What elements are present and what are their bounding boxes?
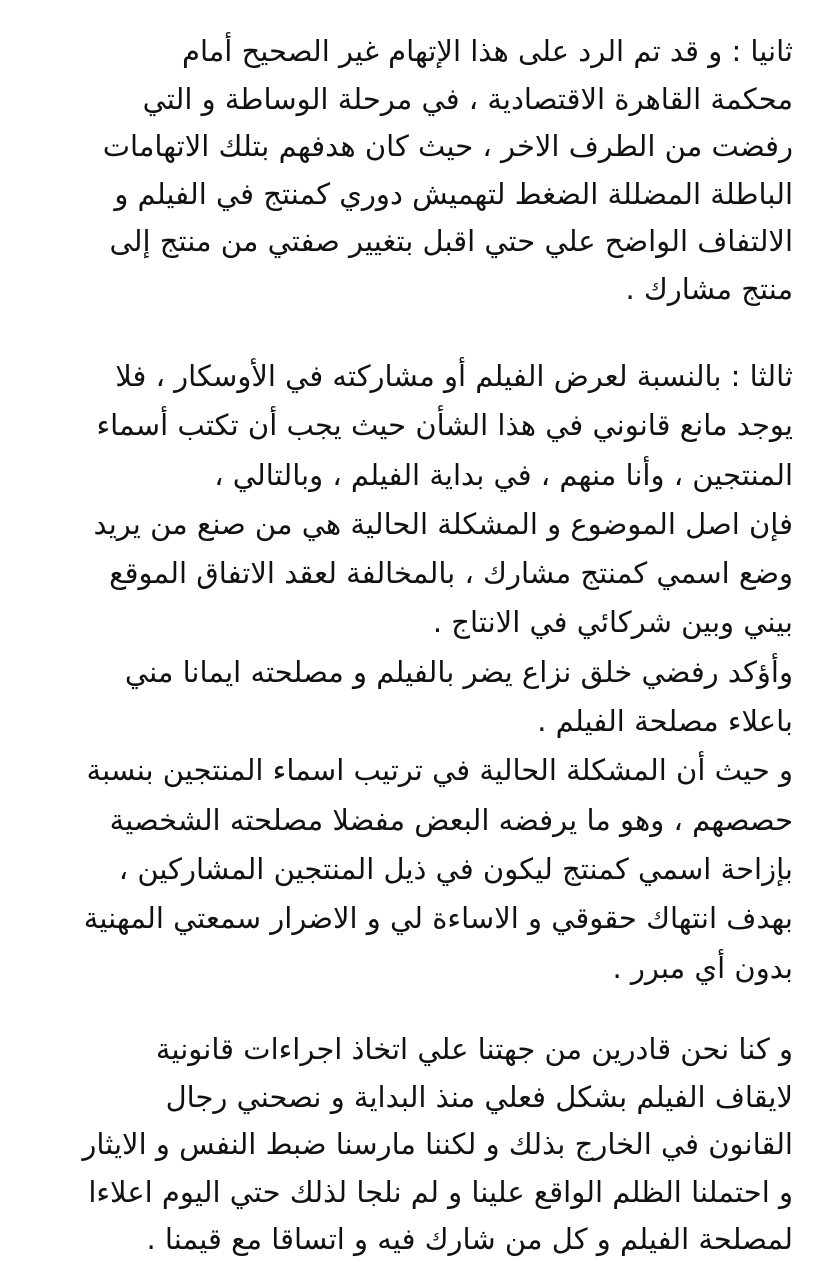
text-line: حصصهم ، وهو ما يرفضه البعض مفضلا مصلحته الشخصية <box>109 802 793 837</box>
text-line: محكمة القاهرة الاقتصادية ، في مرحلة الوساطة و التي <box>142 81 793 116</box>
text-line: بهدف انتهاك حقوقي و الاساءة لي و الاضرار سمعتي المهنية <box>83 901 793 936</box>
text-line: و حيث أن المشكلة الحالية في ترتيب اسماء المنتجين بنسبة <box>86 753 793 788</box>
text-line: ثانيا : و قد تم الرد على هذا الإتهام غير الصحيح أمام <box>181 34 793 68</box>
text-line: القانون في الخارج بذلك و لكننا مارسنا ضبط النفس و الايثار <box>82 1127 793 1161</box>
text-line: الباطلة المضللة الضغط لتهميش دوري كمنتج في الفيلم و <box>114 176 793 211</box>
text-line: المنتجين ، وأنا منهم ، في بداية الفيلم ، وبالتالي ، <box>214 457 793 492</box>
text-line: و كنا نحن قادرين من جهتنا علي اتخاذ اجراءات قانونية <box>155 1032 793 1066</box>
text-line: و احتملنا الظلم الواقع علينا و لم نلجا لذلك حتي اليوم اعلاءا <box>88 1174 793 1209</box>
text-line: بيني وبين شركائي في الانتاج . <box>432 605 793 640</box>
text-line: منتج مشارك . <box>625 271 793 306</box>
paragraph-thirdly <box>20 352 793 993</box>
text-line: لايقاف الفيلم بشكل فعلي منذ البداية و نصحني رجال <box>165 1079 793 1114</box>
text-line: بإزاحة اسمي كمنتج ليكون في ذيل المنتجين المشاركين ، <box>118 851 793 886</box>
paragraph-secondly <box>20 28 793 313</box>
text-line: يوجد مانع قانوني في هذا الشأن حيث يجب أن تكتب أسماء <box>96 408 793 443</box>
text-line: وضع اسمي كمنتج مشارك ، بالمخالفة لعقد الاتفاق الموقع <box>109 556 793 591</box>
text-line: بدون أي مبرر . <box>612 950 793 985</box>
text-line: الالتفاف الواضح علي حتي اقبل بتغيير صفتي من منتج إلى <box>109 224 793 258</box>
paragraph-closing <box>20 1026 793 1264</box>
text-line: رفضت من الطرف الاخر ، حيث كان هدفهم بتلك الاتهامات <box>102 129 793 163</box>
text-line: فإن اصل الموضوع و المشكلة الحالية هي من صنع من يريد <box>93 506 793 541</box>
text-line: ثالثا : بالنسبة لعرض الفيلم أو مشاركته في الأوسكار ، فلا <box>115 359 793 393</box>
text-line: باعلاء مصلحة الفيلم . <box>537 704 793 739</box>
text-line: لمصلحة الفيلم و كل من شارك فيه و اتساقا مع قيمنا . <box>146 1222 793 1256</box>
text-line: وأؤكد رفضي خلق نزاع يضر بالفيلم و مصلحته ايمانا مني <box>124 654 793 689</box>
